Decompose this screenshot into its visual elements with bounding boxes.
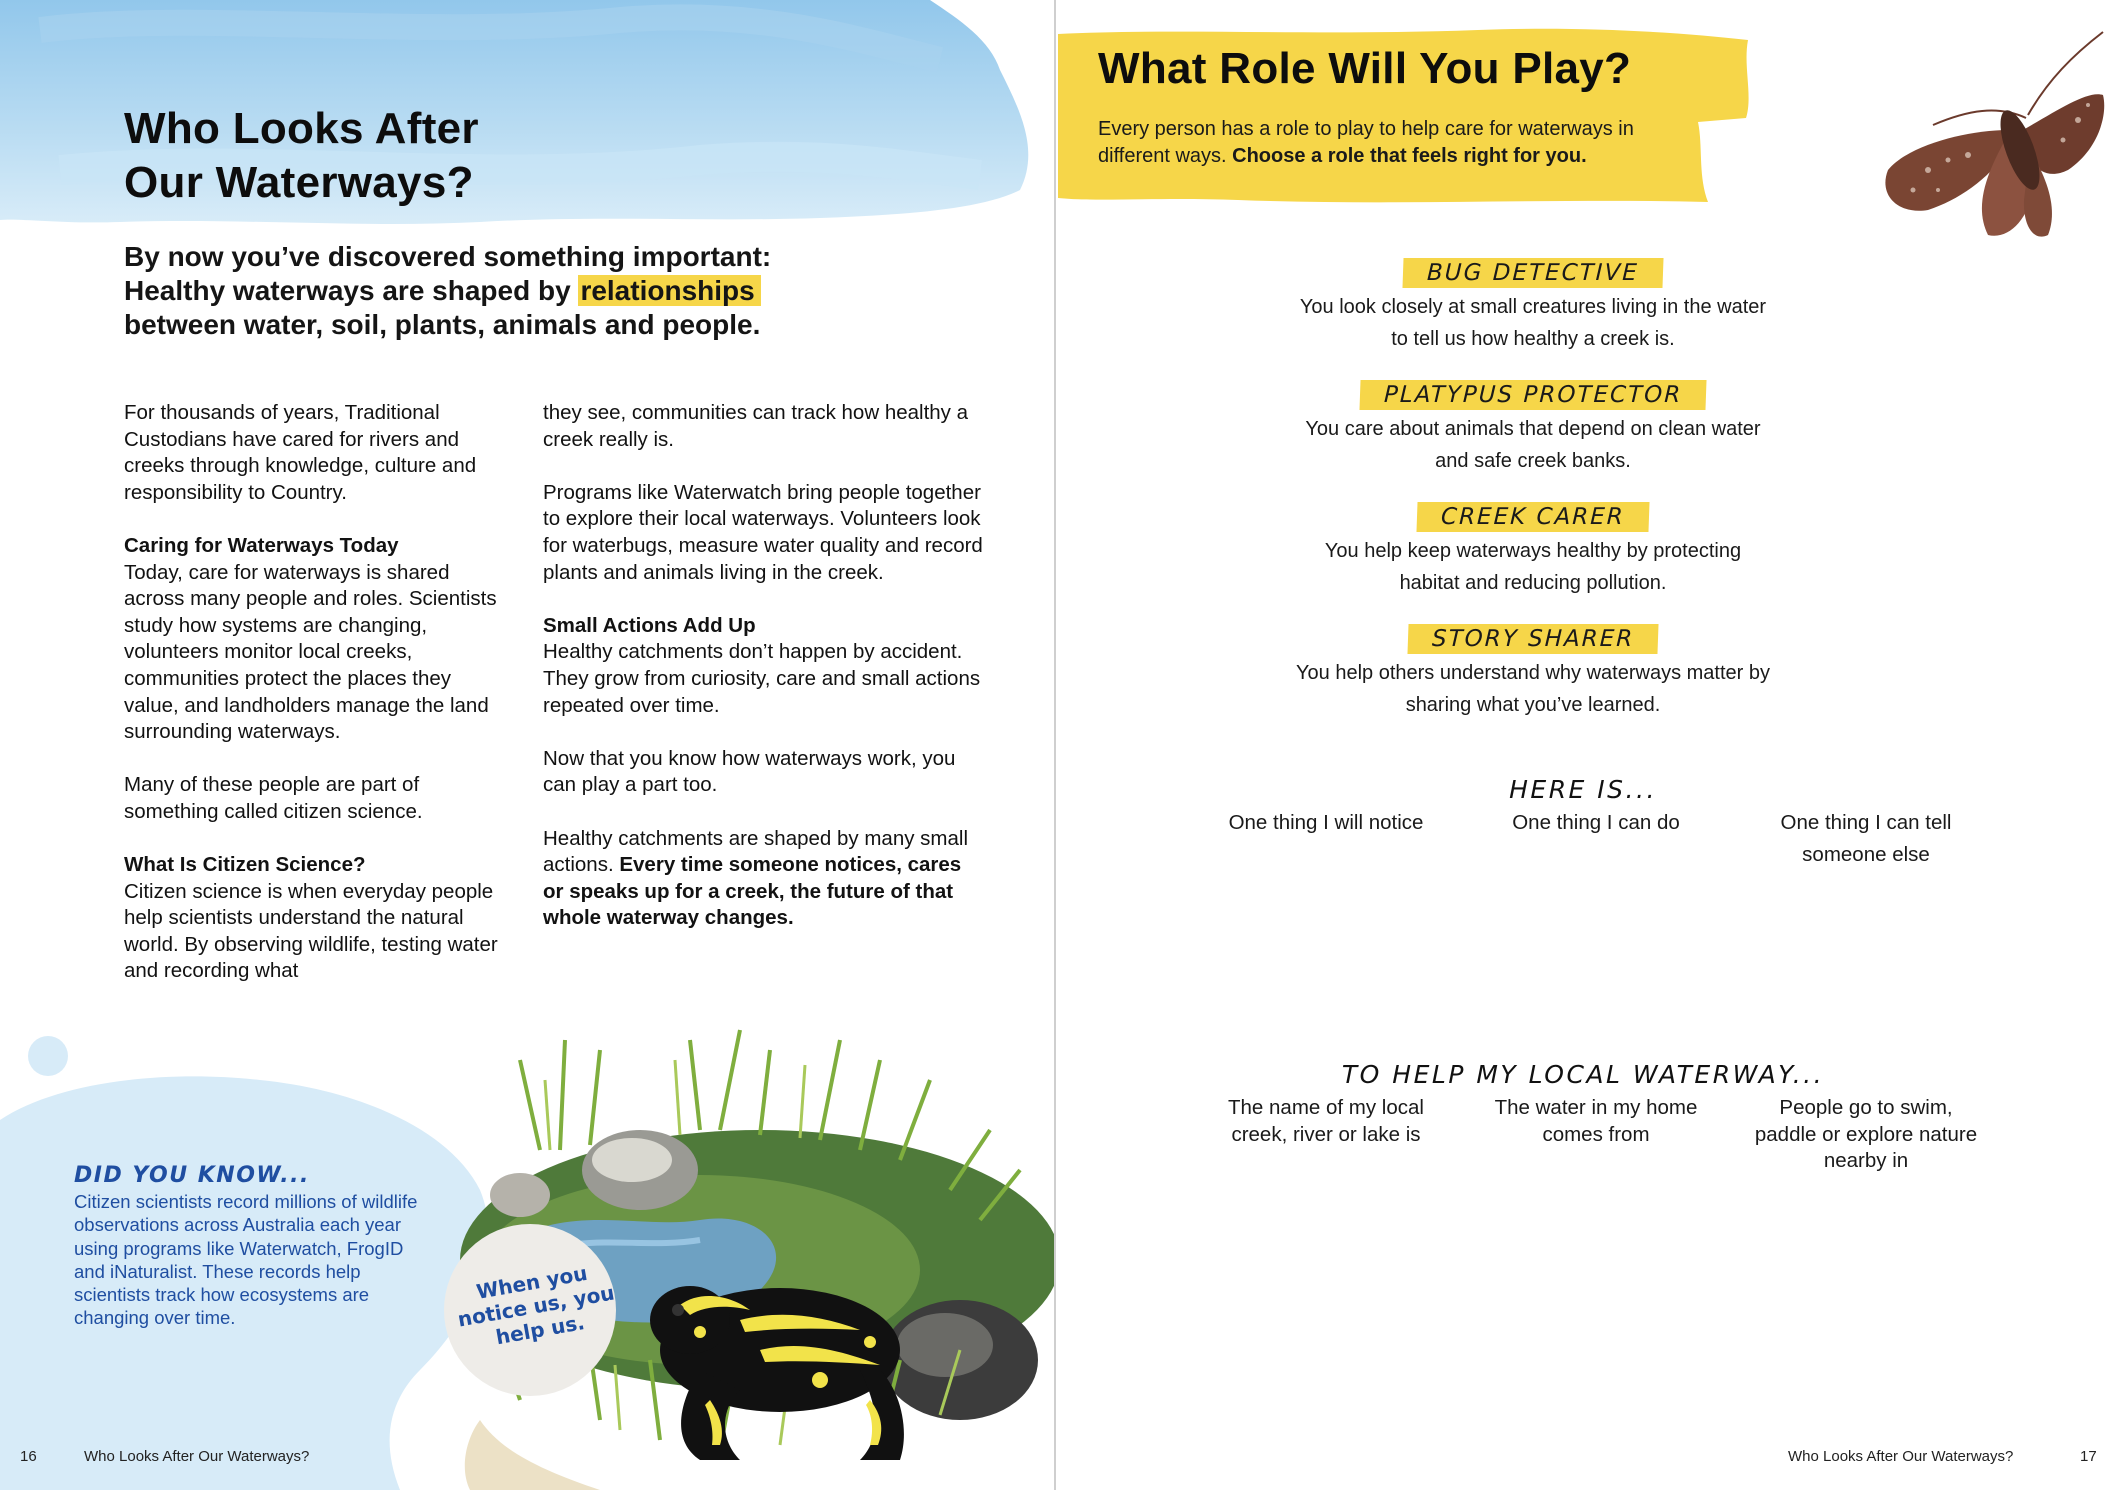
footer-running-title-right: Who Looks After Our Waterways?: [1788, 1448, 2014, 1465]
paragraph-citizen-science-cont: they see, communities can track how healthy a creek really is.: [543, 401, 969, 451]
subtitle-normal: Every person has a role to play to help care for waterways in different ways.: [1098, 118, 1634, 167]
role-name: STORY SHARER: [1407, 624, 1658, 654]
local-waterway-heading: TO HELP MY LOCAL WATERWAY...: [1341, 1060, 1825, 1089]
role-description: You look closely at small creatures living in the water to tell us how healthy a creek is.: [1299, 296, 1767, 350]
subtitle-right: [1098, 116, 1688, 170]
text-normal: Healthy catchments are shaped by many small actions.: [543, 826, 969, 877]
here-is-heading: HERE IS...: [1509, 775, 1657, 804]
did-you-know-title: DID YOU KNOW...: [74, 1163, 310, 1188]
intro-text-after: between water, soil, plants, animals and people.: [124, 309, 761, 340]
role-description: You help keep waterways healthy by protecting habitat and reducing pollution.: [1324, 540, 1742, 594]
footer-page-number-left: 16: [20, 1448, 37, 1465]
paragraph-traditional-custodians: For thousands of years, Traditional Custodians have cared for rivers and creeks through knowledge, culture and responsibility to Country.: [124, 401, 477, 504]
body-column-1: [124, 400, 504, 1012]
footer-running-title-left: Who Looks After Our Waterways?: [84, 1448, 310, 1465]
subtitle-bold: Choose a role that feels right for you.: [1232, 145, 1587, 167]
role-story-sharer: [1293, 624, 1773, 721]
footer-page-number-right: 17: [2080, 1448, 2097, 1465]
moth-illustration: [1798, 20, 2108, 250]
page-title-right: What Role Will You Play?: [1098, 44, 1632, 93]
role-creek-carer: [1293, 502, 1773, 599]
paragraph-waterwatch: Programs like Waterwatch bring people together to explore their local waterways. Volunteers look for waterbugs, measure water quality and record plants and animals living in the creek.: [543, 480, 983, 584]
paragraph-citizen-science: Citizen science is when everyday people help scientists understand the natural world. By observing wildlife, testing water and recording what: [124, 879, 498, 983]
title-line-1: Who Looks After: [124, 104, 479, 153]
prompt-do: One thing I can do: [1512, 811, 1680, 834]
did-you-know-body: Citizen scientists record millions of wildlife observations across Australia each year using programs like Waterwatch, FrogID and iNaturalist. These records help scientists track how ecosystems are changing over time.: [74, 1191, 418, 1329]
paragraph-caring-today: Today, care for waterways is shared across many people and roles. Scientists study how systems are changing, volunteers monitor local creeks, communities protect the places they value, and landholders manage the land surrounding waterways.: [124, 560, 497, 744]
paragraph-play-a-part: Now that you know how waterways work, you can play a part too.: [543, 746, 956, 797]
text-bold: Every time someone notices, cares or speaks up for a creek, the future of that whole waterway changes.: [543, 853, 962, 930]
role-name: PLATYPUS PROTECTOR: [1359, 380, 1706, 410]
role-name: BUG DETECTIVE: [1403, 258, 1664, 288]
role-platypus-protector: [1293, 380, 1773, 477]
heading-caring-today: Caring for Waterways Today: [124, 533, 399, 557]
intro-highlight: relationships: [578, 275, 760, 306]
role-description: You help others understand why waterways matter by sharing what you’ve learned.: [1296, 662, 1770, 716]
intro-text-before: By now you’ve discovered something important: Healthy waterways are shaped by: [124, 241, 772, 306]
title-line-2: Our Waterways?: [124, 158, 474, 207]
prompt-notice: One thing I will notice: [1228, 811, 1424, 834]
heading-what-is-citizen-science: What Is Citizen Science?: [124, 853, 366, 877]
paragraph-citizen-science-intro: Many of these people are part of something called citizen science.: [124, 773, 423, 823]
heading-small-actions: Small Actions Add Up: [543, 613, 756, 637]
right-page: [1058, 0, 2108, 1490]
prompt-creek-name: The name of my local creek, river or lake is: [1228, 1096, 1424, 1146]
paragraph-healthy-catchments: [543, 826, 983, 932]
prompt-nature-spot: People go to swim, paddle or explore nature nearby in: [1754, 1096, 1978, 1173]
frog-illustration: [650, 1286, 904, 1460]
page-title: [124, 102, 479, 210]
role-name: CREEK CARER: [1417, 502, 1650, 532]
role-description: You care about animals that depend on clean water and safe creek banks.: [1305, 418, 1761, 472]
intro-paragraph: [124, 240, 844, 342]
body-column-2: [543, 400, 983, 958]
paragraph-small-actions: Healthy catchments don’t happen by accident. They grow from curiosity, care and small actions repeated over time.: [543, 640, 981, 717]
role-bug-detective: [1293, 258, 1773, 355]
prompt-water-source: The water in my home comes from: [1494, 1096, 1698, 1146]
speech-bubble-text: When you notice us, you help us.: [455, 1260, 617, 1350]
prompt-tell: One thing I can tell someone else: [1780, 811, 1952, 866]
